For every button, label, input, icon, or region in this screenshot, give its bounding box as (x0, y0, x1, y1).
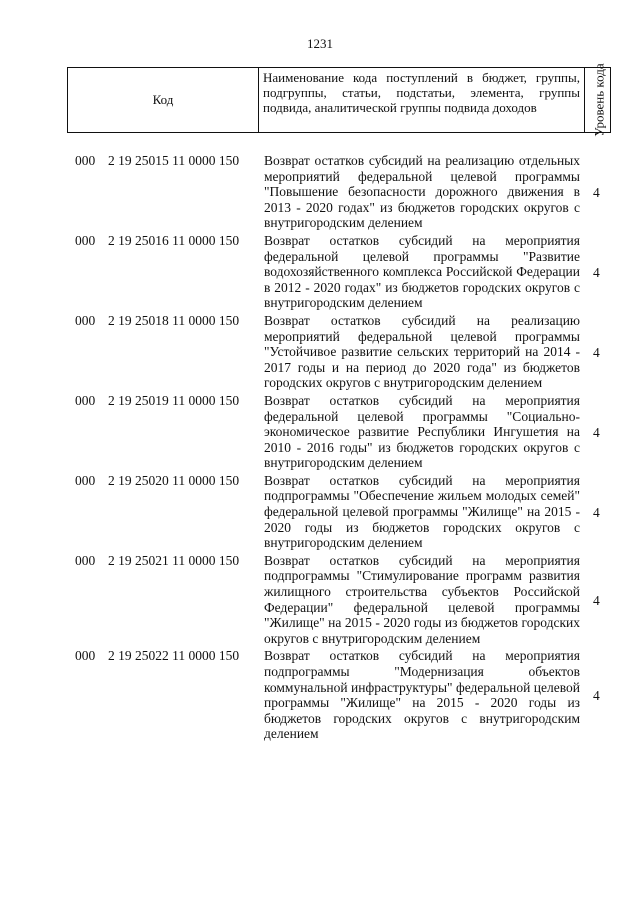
revenue-code: 2 19 25022 11 0000 150 (108, 648, 240, 664)
revenue-name: Возврат остатков субсидий на мероприятия подпрограммы "Стимулирование программ развития жилищного строительства субъектов Российской Федерации" федеральной целевой программы "Жилище" на 2015 - 2020 годы из бюджетов городских округов с внутригородским делением (264, 552, 580, 646)
header-code: Код (68, 68, 259, 132)
code-level: 4 (593, 504, 600, 520)
admin-code: 000 (75, 552, 96, 568)
table-body (0, 153, 640, 744)
page-number: 1231 (307, 36, 333, 51)
table-row (0, 473, 640, 553)
code-level: 4 (593, 592, 600, 608)
admin-code: 000 (75, 312, 96, 328)
revenue-code: 2 19 25015 11 0000 150 (108, 153, 240, 168)
header-level-label: Уровень кода (591, 63, 606, 137)
header-name: Наименование кода поступлений в бюджет, группы, подгруппы, статьи, подстатьи, элемента, группы подвида, аналитической группы подвида доходов (259, 68, 585, 132)
table-row (0, 648, 640, 744)
code-level: 4 (593, 344, 600, 360)
header-level (585, 63, 612, 137)
revenue-code: 2 19 25018 11 0000 150 (108, 312, 240, 328)
admin-code: 000 (75, 648, 96, 664)
admin-code: 000 (75, 232, 96, 248)
revenue-name: Возврат остатков субсидий на мероприятия федеральной целевой программы "Развитие водохозяйственного комплекса Российской Федерации в 2012 - 2020 годах" из бюджетов городских округов с внутригородским делением (264, 232, 580, 311)
table-row (0, 313, 640, 393)
code-level: 4 (593, 688, 600, 704)
table-row (0, 393, 640, 473)
revenue-name: Возврат остатков субсидий на реализацию отдельных мероприятий федеральной целевой программы "Повышение безопасности дорожного движения в 2013 - 2020 годах" из бюджетов городских округов с внутригородским делением (264, 153, 580, 231)
revenue-name: Возврат остатков субсидий на реализацию мероприятий федеральной целевой программы "Устойчивое развитие сельских территорий на 2014 - 2017 годы и на период до 2020 года" из бюджетов городских округов с внутригородским делением (264, 312, 580, 391)
revenue-code: 2 19 25019 11 0000 150 (108, 392, 240, 408)
admin-code: 000 (75, 472, 96, 488)
table-header (67, 63, 611, 137)
revenue-code: 2 19 25016 11 0000 150 (108, 232, 240, 248)
admin-code: 000 (75, 153, 96, 168)
revenue-code: 2 19 25020 11 0000 150 (108, 472, 240, 488)
revenue-code: 2 19 25021 11 0000 150 (108, 552, 240, 568)
code-level: 4 (593, 184, 600, 200)
admin-code: 000 (75, 392, 96, 408)
code-level: 4 (593, 424, 600, 440)
table-row (0, 553, 640, 649)
table-row (0, 233, 640, 313)
revenue-name: Возврат остатков субсидий на мероприятия федеральной целевой программы "Социально-экономическое развитие Республики Ингушетия на 2010 - 2016 годы" из бюджетов городских округов с внутригородским делением (264, 392, 580, 471)
revenue-name: Возврат остатков субсидий на мероприятия подпрограммы "Модернизация объектов коммунальной инфраструктуры" федеральной целевой программы "Жилище" на 2015 - 2020 годы из бюджетов городских округов с внутригородским делением (264, 648, 580, 742)
revenue-name: Возврат остатков субсидий на мероприятия подпрограммы "Обеспечение жильем молодых семей" федеральной целевой программы "Жилище" на 2015 - 2020 годы из бюджетов городских округов с внутригородским делением (264, 472, 580, 551)
table-row (0, 153, 640, 233)
code-level: 4 (593, 264, 600, 280)
